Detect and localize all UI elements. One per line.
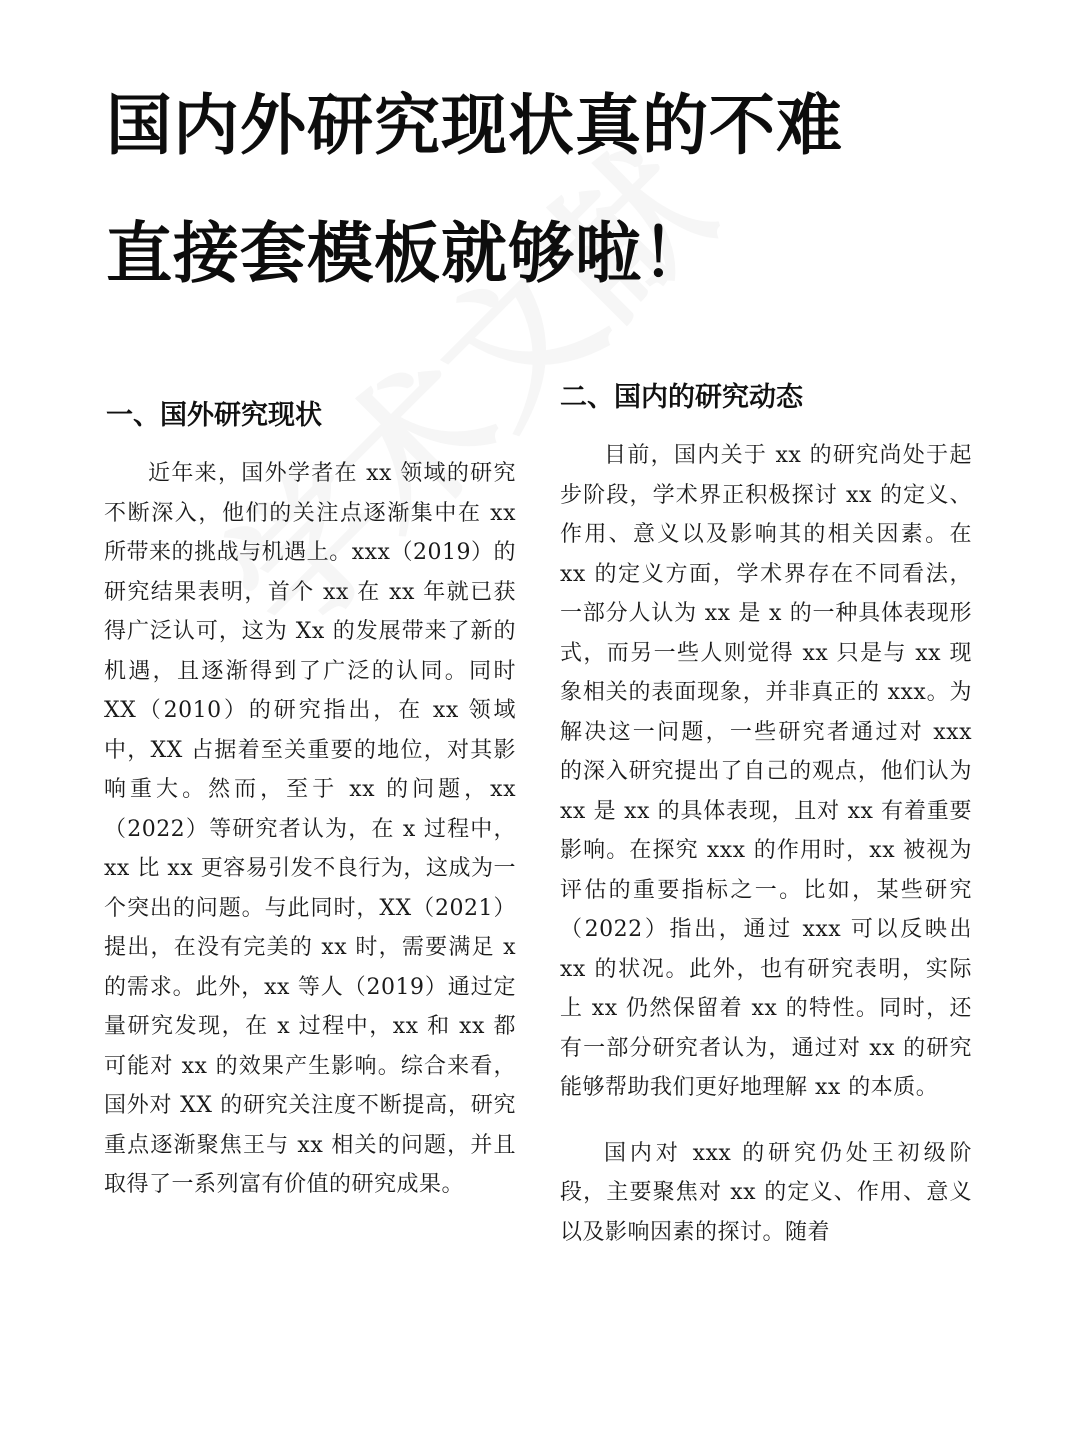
foreign-research-paragraph: 近年来，国外学者在 xx 领域的研究不断深入，他们的关注点逐渐集中在 xx 所带来的挑战与机遇上。xxx（2019）的研究结果表明，首个 xx 在 xx 年就已获得广泛认可，这为 Xx 的发展带来了新的机遇，且逐渐得到了广泛的认同。同时 XX（2010）的研究指出，在 xx 领域中，XX 占据着至关重要的地位，对其影响重大。然而，至于 xx 的问题，xx（2022）等研究者认为，在 x 过程中，xx 比 xx 更容易引发不良行为，这成为一个突出的问题。与此同时，XX（2021）提出，在没有完美的 xx 时，需要满足 x 的需求。此外，xx 等人（2019）通过定量研究发现，在 x 过程中，xx 和 xx 都可能对 xx 的效果产生影响。综合来看，国外对 XX 的研究关注度不断提高，研究重点逐渐聚焦王与 xx 相关的问题，并且取得了一系列富有价值的研究成果。 [104,461,516,1197]
page-title-line-2: 直接套模板就够啦！ [106,215,709,292]
section-heading-foreign-research: 一、国外研究现状 [106,400,322,431]
domestic-research-paragraph-2: 国内对 xxx 的研究仍处王初级阶段，主要聚焦对 xx 的定义、作用、意义以及影响因素的探讨。随着 [560,1140,972,1245]
section-heading-domestic-research: 二、国内的研究动态 [560,382,803,413]
domestic-research-paragraph-1: 目前，国内关于 xx 的研究尚处于起步阶段，学术界正积极探讨 xx 的定义、作用、意义以及影响其的相关因素。在 xx 的定义方面，学术界存在不同看法，一部分人认为 xx 是 x 的一种具体表现形式，而另一些人则觉得 xx 只是与 xx 现象相关的表面现象，并非真正的 xxx。为解决这一问题，一些研究者通过对 xxx 的深入研究提出了自己的观点，他们认为 xx 是 xx 的具体表现，且对 xx 有着重要影响。在探究 xxx 的作用时，xx 被视为评估的重要指标之一。比如，某些研究（2022）指出，通过 xxx 可以反映出 xx 的状况。此外，也有研究表明，实际上 xx 仍然保留着 xx 的特性。同时，还有一部分研究者认为，通过对 xx 的研究能够帮助我们更好地理解 xx 的本质。 [560,443,972,1100]
page-title-line-1: 国内外研究现状真的不难 [106,87,843,164]
domestic-research-column [560,436,972,1252]
foreign-research-column [104,454,516,1205]
